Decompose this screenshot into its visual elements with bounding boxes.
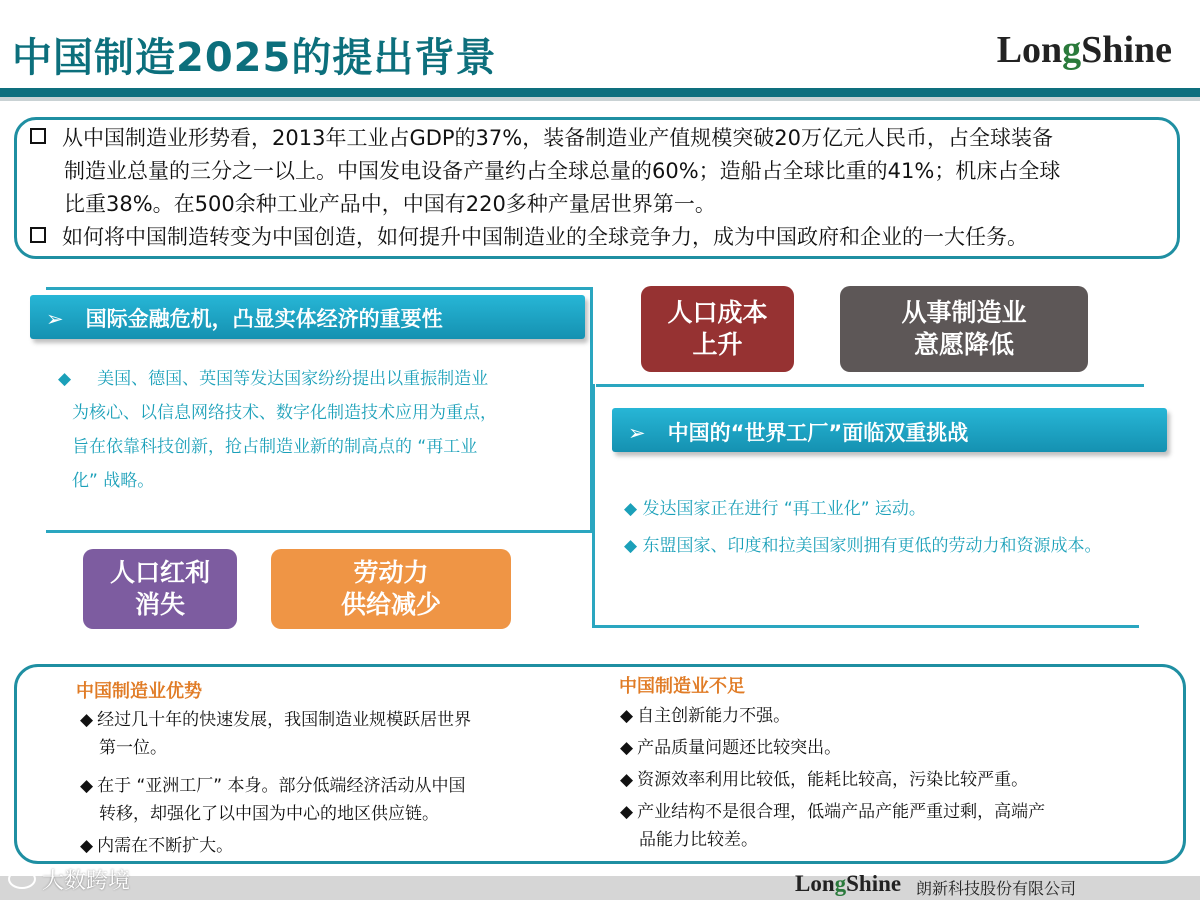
left-panel-frame-top [46, 287, 592, 290]
advantage-item-2 [80, 772, 560, 800]
demographic-dividend-box [83, 549, 237, 629]
advantage-item-2-line-2: 转移，却强化了以中国为中心的地区供应链。 [99, 804, 439, 824]
logo-dragon-mark: g [1062, 29, 1082, 71]
footer-longshine-logo [795, 871, 901, 897]
diamond-bullet-icon: ◆ [620, 706, 634, 726]
box-line-1: 劳动力 [353, 558, 429, 587]
box-line-2: 供给减少 [340, 590, 441, 619]
logo-text-suffix: Shine [1081, 29, 1172, 71]
weibo-watermark-icon [8, 869, 36, 889]
advantages-heading: 中国制造业优势 [76, 681, 202, 702]
watermark [8, 864, 130, 895]
shortcoming-item-2 [620, 734, 1160, 762]
box-line-2: 消失 [134, 590, 185, 619]
footer-logo-prefix: Lon [795, 871, 835, 896]
arrow-bullet-icon: ➢ [46, 307, 64, 331]
paragraph-line-3: 旨在依靠科技创新，抢占制造业新的制高点的 “再工业 [72, 437, 478, 457]
advantage-item-2-line-1: 在于 “亚洲工厂” 本身。部分低端经济活动从中国 [97, 776, 466, 796]
longshine-logo [997, 28, 1172, 72]
manufacturing-willingness-box [840, 286, 1088, 372]
challenge-item-1: ◆ 发达国家正在进行 “再工业化” 运动。 [624, 499, 926, 519]
diamond-bullet-icon: ◆ [620, 738, 634, 758]
page-title: 中国制造2025的提出背景 [12, 35, 497, 81]
shortcoming-item-3-text: 资源效率利用比较低，能耗比较高，污染比较严重。 [637, 770, 1029, 790]
paragraph-line-2: 为核心、以信息网络技术、数字化制造技术应用为重点， [72, 403, 497, 423]
shortcoming-item-2-text: 产品质量问题还比较突出。 [637, 738, 842, 758]
advantages-list [80, 706, 560, 860]
intro-bullet-1 [30, 122, 1053, 155]
paragraph-line-4: 化” 战略。 [72, 471, 155, 491]
watermark-text: 大数跨境 [42, 869, 131, 894]
footer-logo-suffix: Shine [846, 871, 902, 896]
shortcoming-item-1-text: 自主创新能力不强。 [637, 706, 791, 726]
advantage-item-1 [80, 706, 560, 734]
advantage-item-1-line-2: 第一位。 [99, 738, 167, 758]
left-panel-frame-bottom [46, 530, 593, 533]
shortcoming-item-4 [620, 798, 1160, 826]
box-line-2: 意愿降低 [913, 330, 1014, 359]
header-divider [0, 88, 1200, 97]
arrow-bullet-icon: ➢ [628, 421, 646, 445]
shortcoming-item-3 [620, 766, 1160, 794]
shortcomings-list [620, 702, 1160, 854]
financial-crisis-banner [30, 295, 585, 339]
diamond-bullet-icon: ◆ [620, 802, 634, 822]
labor-supply-box [271, 549, 511, 629]
rising-labor-cost-box [641, 286, 794, 372]
diamond-bullet-icon: ◆ [620, 770, 634, 790]
intro-bullet-2 [30, 221, 1028, 254]
square-bullet-icon [30, 128, 46, 144]
box-line-1: 人口成本 [667, 298, 768, 327]
right-panel-frame-top [596, 384, 1144, 387]
world-factory-banner-text: 中国的“世界工厂”面临双重挑战 [667, 421, 969, 445]
shortcoming-item-4-line-2: 品能力比较差。 [639, 830, 758, 850]
box-line-1: 人口红利 [109, 558, 210, 587]
footer-company-name: 朗新科技股份有限公司 [916, 879, 1077, 898]
reindustrialization-paragraph [58, 362, 563, 498]
world-factory-banner [612, 408, 1167, 452]
header-divider-light [0, 97, 1200, 101]
box-line-1: 从事制造业 [901, 298, 1027, 327]
shortcoming-item-4-line-1: 产业结构不是很合理，低端产品产能严重过剩，高端产 [637, 802, 1046, 822]
advantage-item-1-line-1: 经过几十年的快速发展，我国制造业规模跃居世界 [97, 710, 472, 730]
logo-text-prefix: Lon [996, 29, 1063, 71]
right-panel-frame-bottom [592, 625, 1139, 628]
box-line-2: 上升 [692, 330, 743, 359]
intro-bullet-2-text: 如何将中国制造转变为中国创造，如何提升中国制造业的全球竞争力，成为中国政府和企业的一大任务。 [62, 225, 1028, 249]
financial-crisis-banner-text: 国际金融危机，凸显实体经济的重要性 [85, 307, 443, 331]
shortcomings-heading: 中国制造业不足 [619, 676, 745, 697]
right-panel-frame-left [592, 384, 595, 627]
diamond-bullet-icon: ◆ [80, 836, 94, 856]
advantage-item-3 [80, 832, 560, 860]
footer-logo-dragon-mark: g [834, 871, 847, 896]
square-bullet-icon [30, 227, 46, 243]
intro-bullet-1-line-2: 制造业总量的三分之一以上。中国发电设备产量约占全球总量的60%；造船占全球比重的41%；机床占全球 [64, 159, 1061, 183]
advantage-item-3-text: 内需在不断扩大。 [97, 836, 234, 856]
diamond-bullet-icon: ◆ [58, 369, 72, 389]
diamond-bullet-icon: ◆ [80, 710, 94, 730]
paragraph-line-1 [58, 362, 563, 396]
intro-bullet-1-line-1: 从中国制造业形势看，2013年工业占GDP的37%，装备制造业产值规模突破20万亿元人民币，占全球装备 [62, 126, 1053, 150]
paragraph-line-1-text: 美国、德国、英国等发达国家纷纷提出以重振制造业 [97, 369, 489, 389]
intro-bullet-1-line-3: 比重38%。在500余种工业产品中，中国有220多种产量居世界第一。 [64, 192, 716, 216]
shortcoming-item-1 [620, 702, 1160, 730]
challenge-item-2: ◆ 东盟国家、印度和拉美国家则拥有更低的劳动力和资源成本。 [624, 536, 1102, 556]
diamond-bullet-icon: ◆ [80, 776, 94, 796]
